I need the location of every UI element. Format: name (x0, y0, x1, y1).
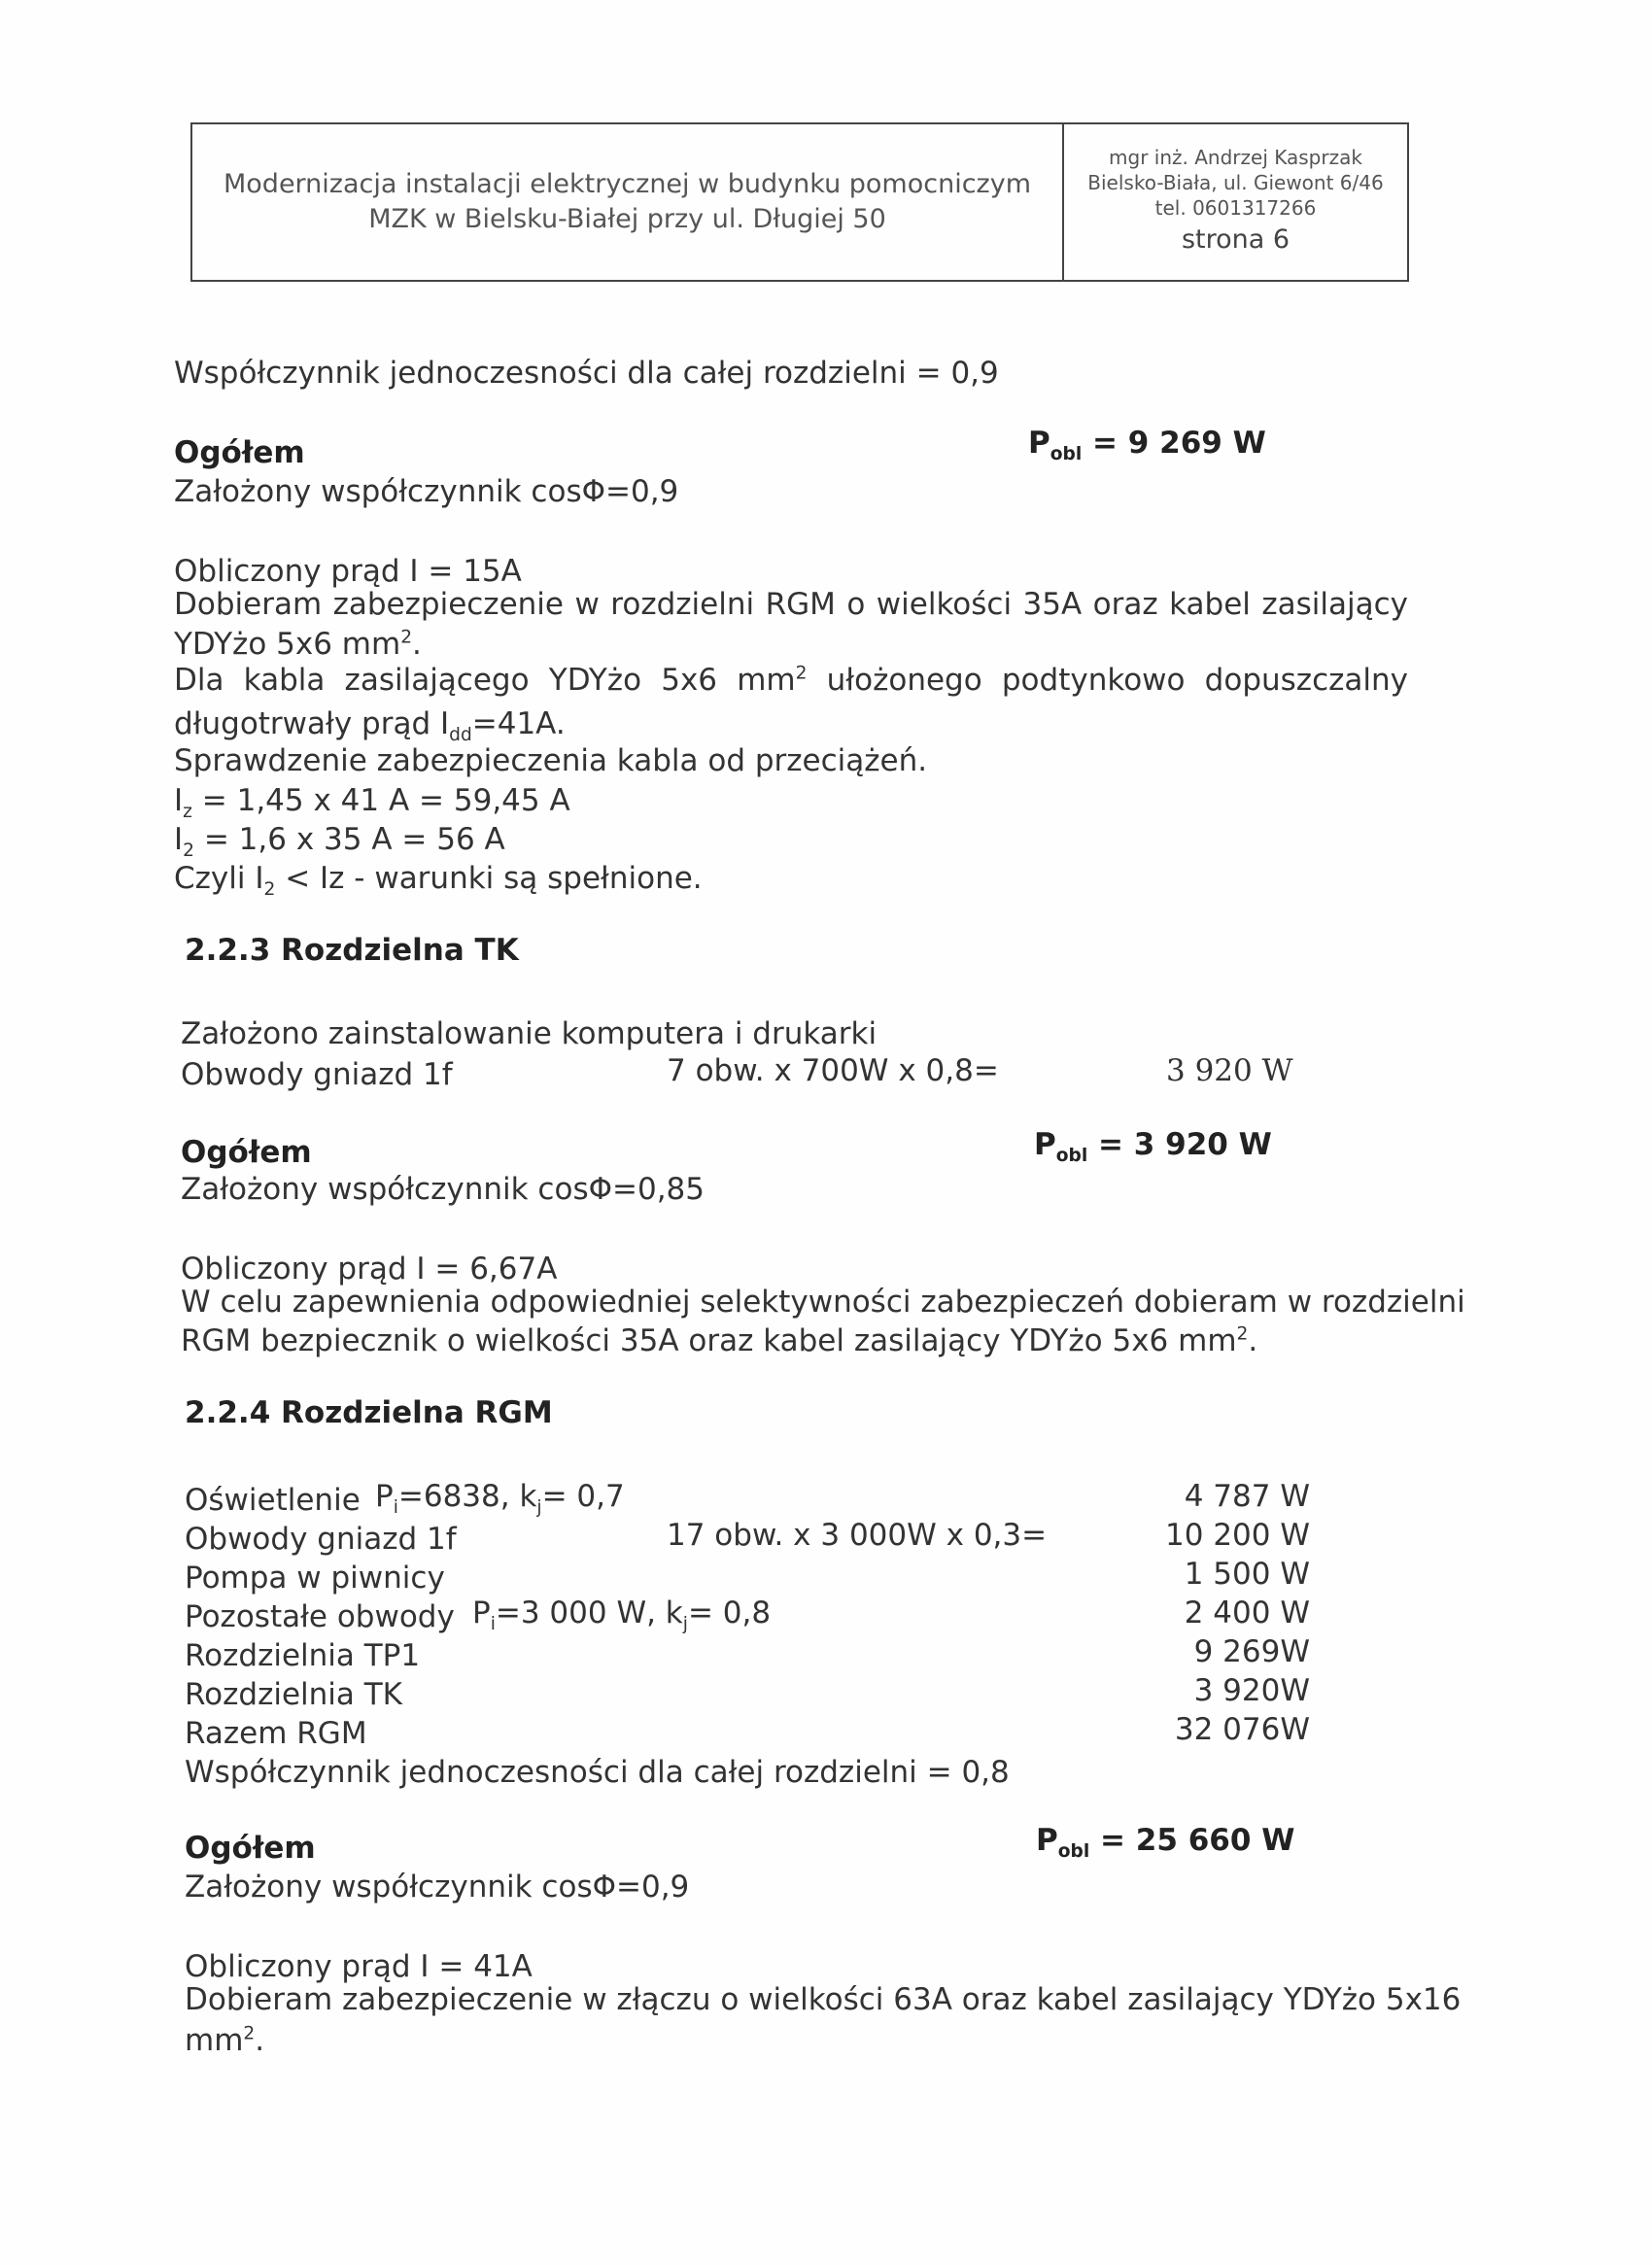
rgm-row-value: 4 787 W (1184, 1479, 1310, 1514)
rgm-row-label: Rozdzielnia TP1 (185, 1638, 421, 1673)
author-name: mgr inż. Andrzej Kasprzak (1109, 146, 1362, 169)
tk-calculated-current: Obliczony prąd I = 6,67A (181, 1252, 558, 1287)
tk-total-power: $P_{obl} = 3$ 920 W (1034, 1127, 1272, 1167)
tp1-i2-formula: $I_2 = 1,6$ x 35 A = 56 A (174, 822, 505, 862)
rgm-row-calc: $P_i=3$ 000 W, $k_j= 0,8$ (472, 1596, 772, 1635)
tp1-cable-line2: długotrwały prąd $I_{dd}=41A$. (174, 706, 566, 746)
rgm-selection-line1: Dobieram zabezpieczenie w złączu o wielkości 63A oraz kabel zasilający YDYżo 5x16 (185, 1982, 1462, 2017)
project-title-line1: Modernizacja instalacji elektrycznej w budynku pomocniczym (223, 169, 1031, 199)
rgm-row-value: 1 500 W (1184, 1557, 1310, 1592)
tk-selection-line2: RGM bezpiecznik o wielkości 35A oraz kabel zasilający YDYżo 5x6 $mm^2$. (181, 1323, 1258, 1358)
rgm-selection-line2: $mm^2$. (185, 2023, 265, 2058)
page-header (190, 122, 1409, 282)
tp1-calculated-current: Obliczony prąd I = 15A (174, 554, 522, 589)
project-title-line2: MZK w Bielsku-Białej przy ul. Długiej 50 (368, 204, 886, 234)
tp1-overload-check: Sprawdzenie zabezpieczenia kabla od przeciążeń. (174, 743, 928, 778)
author-phone: tel. 0601317266 (1154, 196, 1317, 220)
author-block (1064, 124, 1407, 280)
rgm-row-value: 3 920W (1193, 1673, 1310, 1708)
rgm-row-value: 10 200 W (1165, 1518, 1310, 1553)
author-address: Bielsko-Biała, ul. Giewont 6/46 (1087, 171, 1384, 194)
tk-row-label: Obwody gniazd 1f (181, 1057, 453, 1092)
rgm-row-label: Pozostałe obwody (185, 1599, 455, 1634)
rgm-row-value: 9 269W (1193, 1634, 1310, 1669)
rgm-total-power: $P_{obl} = 25$ 660 W (1036, 1823, 1295, 1863)
section-heading-tk: 2.2.3 Rozdzielna TK (185, 933, 519, 968)
rgm-row-label: Oświetlenie (185, 1483, 361, 1518)
tp1-cos-phi: Założony współczynnik cosΦ=0,9 (174, 474, 679, 509)
rgm-row-calc: 17 obw. x 3 000W x 0,3= (667, 1518, 1048, 1553)
rgm-row-label: Obwody gniazd 1f (185, 1522, 457, 1557)
tp1-cable-line1: Dla kabla zasilającego YDYżo 5x6 $mm^2$ ułożonego podtynkowo dopuszczalny (174, 663, 1408, 698)
rgm-row-value: 2 400 W (1184, 1596, 1310, 1630)
rgm-calculated-current: Obliczony prąd I = 41A (185, 1949, 533, 1984)
tk-intro: Założono zainstalowanie komputera i drukarki (181, 1016, 878, 1051)
tk-row-value: 3 920 W (1166, 1053, 1293, 1088)
rgm-row-value: 32 076W (1174, 1712, 1310, 1747)
tp1-simultaneity-coefficient: Współczynnik jednoczesności dla całej rozdzielni = 0,9 (174, 356, 999, 391)
page-number: strona 6 (1181, 224, 1291, 255)
tk-cos-phi: Założony współczynnik cosΦ=0,85 (181, 1172, 705, 1207)
rgm-row-calc: $P_i=6838$, $k_j= 0,7$ (375, 1479, 625, 1519)
tp1-selection-line1: Dobieram zabezpieczenie w rozdzielni RGM o wielkości 35A oraz kabel zasilający (174, 587, 1408, 622)
tp1-selection-line2: YDYżo 5x6 $mm^2$. (174, 627, 422, 662)
tp1-iz-formula: $I_z = 1,45$ x 41 A = 59,45 A (174, 783, 570, 823)
tp1-total-label: Ogółem (174, 435, 305, 470)
rgm-total-label: Ogółem (185, 1831, 316, 1866)
rgm-row-label: Pompa w piwnicy (185, 1561, 445, 1596)
rgm-row-label: Razem RGM (185, 1716, 367, 1751)
rgm-simultaneity-coefficient: Współczynnik jednoczesności dla całej rozdzielni = 0,8 (185, 1755, 1010, 1790)
tk-selection-line1: W celu zapewnienia odpowiedniej selektywności zabezpieczeń dobieram w rozdzielni (181, 1285, 1465, 1320)
tp1-conclusion: Czyli $I_2 < Iz$ - warunki są spełnione. (174, 861, 703, 901)
project-title (192, 124, 1064, 280)
tp1-total-power: $P_{obl} = 9$ 269 W (1028, 426, 1266, 465)
rgm-row-label: Rozdzielnia TK (185, 1677, 403, 1712)
tk-total-label: Ogółem (181, 1135, 312, 1170)
section-heading-rgm: 2.2.4 Rozdzielna RGM (185, 1395, 553, 1430)
tk-row-calc: 7 obw. x 700W x 0,8= (667, 1053, 999, 1088)
rgm-cos-phi: Założony współczynnik cosΦ=0,9 (185, 1870, 690, 1905)
